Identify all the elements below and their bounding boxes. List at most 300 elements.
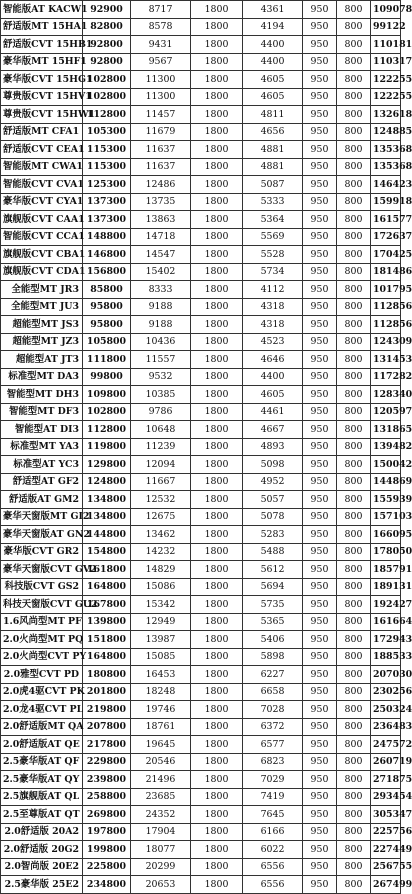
total-cell: 155939 bbox=[371, 491, 401, 509]
tax-cell: 11239 bbox=[131, 438, 191, 456]
total-cell: 271875 bbox=[371, 771, 401, 789]
fee2-cell: 950 bbox=[303, 613, 337, 631]
tax-cell: 8333 bbox=[131, 281, 191, 299]
insurance-cell: 7029 bbox=[243, 771, 303, 789]
total-cell: 189131 bbox=[371, 578, 401, 596]
fee3-cell: 800 bbox=[337, 578, 371, 596]
model-cell: 舒适版CVT CEA1 bbox=[1, 141, 83, 159]
tax-cell: 11557 bbox=[131, 351, 191, 369]
table-row bbox=[1, 788, 401, 806]
fee3-cell: 800 bbox=[337, 298, 371, 316]
tax-cell: 9188 bbox=[131, 298, 191, 316]
model-cell: 舒适版CVT 15HB1 bbox=[1, 36, 83, 54]
total-cell: 112856 bbox=[371, 316, 401, 334]
tax-cell: 20299 bbox=[131, 858, 191, 876]
price-cell: 258800 bbox=[83, 788, 131, 806]
price-cell: 112800 bbox=[83, 421, 131, 439]
table-row bbox=[1, 123, 401, 141]
total-cell: 110181 bbox=[371, 36, 401, 54]
fee-cell: 1800 bbox=[191, 263, 243, 281]
insurance-cell: 7028 bbox=[243, 701, 303, 719]
table-row bbox=[1, 701, 401, 719]
fee-cell: 1800 bbox=[191, 631, 243, 649]
model-cell: 旗舰版CVT CDA1 bbox=[1, 263, 83, 281]
insurance-cell: 7645 bbox=[243, 806, 303, 824]
table-row bbox=[1, 771, 401, 789]
fee-cell: 1800 bbox=[191, 508, 243, 526]
fee2-cell: 950 bbox=[303, 701, 337, 719]
fee3-cell: 800 bbox=[337, 631, 371, 649]
fee3-cell: 800 bbox=[337, 368, 371, 386]
fee-cell: 1800 bbox=[191, 666, 243, 684]
table-row bbox=[1, 858, 401, 876]
total-cell: 166095 bbox=[371, 526, 401, 544]
tax-cell: 9532 bbox=[131, 368, 191, 386]
tax-cell: 11679 bbox=[131, 123, 191, 141]
total-cell: 225756 bbox=[371, 823, 401, 841]
insurance-cell: 4893 bbox=[243, 438, 303, 456]
fee-cell: 1800 bbox=[191, 613, 243, 631]
tax-cell: 12486 bbox=[131, 176, 191, 194]
insurance-cell: 6556 bbox=[243, 858, 303, 876]
fee3-cell: 800 bbox=[337, 18, 371, 36]
fee-cell: 1800 bbox=[191, 718, 243, 736]
tax-cell: 15402 bbox=[131, 263, 191, 281]
fee-cell: 1800 bbox=[191, 806, 243, 824]
tax-cell: 18077 bbox=[131, 841, 191, 859]
insurance-cell: 4605 bbox=[243, 71, 303, 89]
total-cell: 305347 bbox=[371, 806, 401, 824]
price-cell: 234800 bbox=[83, 876, 131, 894]
fee-cell: 1800 bbox=[191, 543, 243, 561]
fee3-cell: 800 bbox=[337, 141, 371, 159]
insurance-cell: 5283 bbox=[243, 526, 303, 544]
fee-cell: 1800 bbox=[191, 368, 243, 386]
fee2-cell: 950 bbox=[303, 333, 337, 351]
fee2-cell: 950 bbox=[303, 106, 337, 124]
table-row bbox=[1, 438, 401, 456]
fee3-cell: 800 bbox=[337, 88, 371, 106]
fee2-cell: 950 bbox=[303, 176, 337, 194]
table-row bbox=[1, 491, 401, 509]
table-row bbox=[1, 823, 401, 841]
tax-cell: 14547 bbox=[131, 246, 191, 264]
fee2-cell: 950 bbox=[303, 666, 337, 684]
insurance-cell: 5694 bbox=[243, 578, 303, 596]
model-cell: 旗舰版CVT CAA1 bbox=[1, 211, 83, 229]
price-cell: 95800 bbox=[83, 316, 131, 334]
tax-cell: 11300 bbox=[131, 71, 191, 89]
model-cell: 舒适版MT CFA1 bbox=[1, 123, 83, 141]
table-row bbox=[1, 263, 401, 281]
price-cell: 219800 bbox=[83, 701, 131, 719]
fee2-cell: 950 bbox=[303, 211, 337, 229]
fee2-cell: 950 bbox=[303, 806, 337, 824]
fee3-cell: 800 bbox=[337, 71, 371, 89]
fee-cell: 1800 bbox=[191, 771, 243, 789]
fee3-cell: 800 bbox=[337, 351, 371, 369]
table-row bbox=[1, 631, 401, 649]
model-cell: 2.0龙4驱CVT PL bbox=[1, 701, 83, 719]
table-row bbox=[1, 368, 401, 386]
model-cell: 2.5旗舰版AT QL bbox=[1, 788, 83, 806]
price-cell: 151800 bbox=[83, 631, 131, 649]
insurance-cell: 4811 bbox=[243, 106, 303, 124]
fee-cell: 1800 bbox=[191, 351, 243, 369]
table-row bbox=[1, 876, 401, 894]
fee-cell: 1800 bbox=[191, 53, 243, 71]
model-cell: 2.0火尚型CVT PY bbox=[1, 648, 83, 666]
total-cell: 172943 bbox=[371, 631, 401, 649]
total-cell: 146423 bbox=[371, 176, 401, 194]
fee2-cell: 950 bbox=[303, 228, 337, 246]
fee3-cell: 800 bbox=[337, 876, 371, 894]
fee-cell: 1800 bbox=[191, 403, 243, 421]
insurance-cell: 4605 bbox=[243, 88, 303, 106]
model-cell: 智能型AT DI3 bbox=[1, 421, 83, 439]
price-cell: 137300 bbox=[83, 193, 131, 211]
fee-cell: 1800 bbox=[191, 788, 243, 806]
price-cell: 129800 bbox=[83, 456, 131, 474]
fee-cell: 1800 bbox=[191, 841, 243, 859]
total-cell: 124885 bbox=[371, 123, 401, 141]
fee-cell: 1800 bbox=[191, 736, 243, 754]
model-cell: 2.0火尚型MT PQ bbox=[1, 631, 83, 649]
fee2-cell: 950 bbox=[303, 456, 337, 474]
price-cell: 144800 bbox=[83, 526, 131, 544]
price-cell: 125300 bbox=[83, 176, 131, 194]
fee-cell: 1800 bbox=[191, 683, 243, 701]
fee2-cell: 950 bbox=[303, 718, 337, 736]
price-cell: 137300 bbox=[83, 211, 131, 229]
price-cell: 156800 bbox=[83, 263, 131, 281]
price-cell: 164800 bbox=[83, 578, 131, 596]
fee2-cell: 950 bbox=[303, 18, 337, 36]
fee3-cell: 800 bbox=[337, 683, 371, 701]
total-cell: 128340 bbox=[371, 386, 401, 404]
total-cell: 101795 bbox=[371, 281, 401, 299]
model-cell: 豪华天窗版AT GN2 bbox=[1, 526, 83, 544]
fee2-cell: 950 bbox=[303, 141, 337, 159]
model-cell: 舒适版MT 15HA1 bbox=[1, 18, 83, 36]
fee3-cell: 800 bbox=[337, 771, 371, 789]
fee-cell: 1800 bbox=[191, 123, 243, 141]
table-row bbox=[1, 526, 401, 544]
model-cell: 超能型AT JT3 bbox=[1, 351, 83, 369]
price-cell: 109800 bbox=[83, 386, 131, 404]
insurance-cell: 7419 bbox=[243, 788, 303, 806]
model-cell: 豪华版CVT 15HG1 bbox=[1, 71, 83, 89]
fee2-cell: 950 bbox=[303, 823, 337, 841]
price-cell: 201800 bbox=[83, 683, 131, 701]
fee-cell: 1800 bbox=[191, 88, 243, 106]
fee3-cell: 800 bbox=[337, 596, 371, 614]
insurance-cell: 5078 bbox=[243, 508, 303, 526]
table-row bbox=[1, 36, 401, 54]
fee-cell: 1800 bbox=[191, 193, 243, 211]
price-cell: 92900 bbox=[83, 1, 131, 19]
model-cell: 豪华版CVT GR2 bbox=[1, 543, 83, 561]
fee2-cell: 950 bbox=[303, 473, 337, 491]
fee2-cell: 950 bbox=[303, 876, 337, 894]
model-cell: 科技版CVT GS2 bbox=[1, 578, 83, 596]
model-cell: 2.5豪华版AT QY bbox=[1, 771, 83, 789]
fee3-cell: 800 bbox=[337, 176, 371, 194]
price-cell: 99800 bbox=[83, 368, 131, 386]
insurance-cell: 4461 bbox=[243, 403, 303, 421]
insurance-cell: 4361 bbox=[243, 1, 303, 19]
insurance-cell: 6577 bbox=[243, 736, 303, 754]
fee2-cell: 950 bbox=[303, 631, 337, 649]
table-row bbox=[1, 193, 401, 211]
tax-cell: 12675 bbox=[131, 508, 191, 526]
fee3-cell: 800 bbox=[337, 666, 371, 684]
price-cell: 115300 bbox=[83, 158, 131, 176]
table-row bbox=[1, 683, 401, 701]
table-row bbox=[1, 806, 401, 824]
table-row bbox=[1, 316, 401, 334]
price-cell: 225800 bbox=[83, 858, 131, 876]
fee3-cell: 800 bbox=[337, 386, 371, 404]
insurance-cell: 5734 bbox=[243, 263, 303, 281]
fee2-cell: 950 bbox=[303, 193, 337, 211]
fee2-cell: 950 bbox=[303, 526, 337, 544]
model-cell: 2.5豪华版AT QF bbox=[1, 753, 83, 771]
fee-cell: 1800 bbox=[191, 823, 243, 841]
tax-cell: 9786 bbox=[131, 403, 191, 421]
table-row bbox=[1, 473, 401, 491]
fee-cell: 1800 bbox=[191, 106, 243, 124]
tax-cell: 18761 bbox=[131, 718, 191, 736]
table-row bbox=[1, 71, 401, 89]
model-cell: 2.0舒适版AT QE bbox=[1, 736, 83, 754]
fee3-cell: 800 bbox=[337, 508, 371, 526]
tax-cell: 11300 bbox=[131, 88, 191, 106]
insurance-cell: 4667 bbox=[243, 421, 303, 439]
table-row bbox=[1, 613, 401, 631]
fee-cell: 1800 bbox=[191, 876, 243, 894]
insurance-cell: 5057 bbox=[243, 491, 303, 509]
table-row bbox=[1, 18, 401, 36]
fee3-cell: 800 bbox=[337, 36, 371, 54]
fee3-cell: 800 bbox=[337, 263, 371, 281]
insurance-cell: 5612 bbox=[243, 561, 303, 579]
price-cell: 115300 bbox=[83, 141, 131, 159]
fee2-cell: 950 bbox=[303, 683, 337, 701]
fee-cell: 1800 bbox=[191, 228, 243, 246]
model-cell: 尊贵版CVT 15HW1 bbox=[1, 106, 83, 124]
tax-cell: 15342 bbox=[131, 596, 191, 614]
total-cell: 230256 bbox=[371, 683, 401, 701]
tax-cell: 21496 bbox=[131, 771, 191, 789]
total-cell: 131453 bbox=[371, 351, 401, 369]
fee-cell: 1800 bbox=[191, 753, 243, 771]
fee3-cell: 800 bbox=[337, 123, 371, 141]
total-cell: 109078 bbox=[371, 1, 401, 19]
insurance-cell: 5569 bbox=[243, 228, 303, 246]
fee-cell: 1800 bbox=[191, 456, 243, 474]
table-row bbox=[1, 1, 401, 19]
total-cell: 188533 bbox=[371, 648, 401, 666]
fee-cell: 1800 bbox=[191, 596, 243, 614]
insurance-cell: 5098 bbox=[243, 456, 303, 474]
fee2-cell: 950 bbox=[303, 421, 337, 439]
model-cell: 尊贵版CVT 15HV1 bbox=[1, 88, 83, 106]
fee3-cell: 800 bbox=[337, 316, 371, 334]
table-row bbox=[1, 53, 401, 71]
fee-cell: 1800 bbox=[191, 316, 243, 334]
tax-cell: 11637 bbox=[131, 158, 191, 176]
total-cell: 150042 bbox=[371, 456, 401, 474]
tax-cell: 13987 bbox=[131, 631, 191, 649]
model-cell: 超能型MT JZ3 bbox=[1, 333, 83, 351]
fee3-cell: 800 bbox=[337, 613, 371, 631]
model-cell: 豪华版CVT CYA1 bbox=[1, 193, 83, 211]
price-cell: 134800 bbox=[83, 508, 131, 526]
tax-cell: 9567 bbox=[131, 53, 191, 71]
table-row bbox=[1, 158, 401, 176]
insurance-cell: 4400 bbox=[243, 53, 303, 71]
tax-cell: 15086 bbox=[131, 578, 191, 596]
insurance-cell: 4318 bbox=[243, 316, 303, 334]
table-row bbox=[1, 228, 401, 246]
total-cell: 139482 bbox=[371, 438, 401, 456]
fee3-cell: 800 bbox=[337, 193, 371, 211]
total-cell: 185791 bbox=[371, 561, 401, 579]
model-cell: 2.0舒适版 20A2 bbox=[1, 823, 83, 841]
total-cell: 132618 bbox=[371, 106, 401, 124]
table-row bbox=[1, 403, 401, 421]
fee-cell: 1800 bbox=[191, 473, 243, 491]
price-cell: 134800 bbox=[83, 491, 131, 509]
table-row bbox=[1, 246, 401, 264]
fee2-cell: 950 bbox=[303, 578, 337, 596]
model-cell: 智能版CVT CVA1 bbox=[1, 176, 83, 194]
insurance-cell: 4605 bbox=[243, 386, 303, 404]
fee2-cell: 950 bbox=[303, 788, 337, 806]
fee-cell: 1800 bbox=[191, 858, 243, 876]
price-cell: 119800 bbox=[83, 438, 131, 456]
price-cell: 112800 bbox=[83, 106, 131, 124]
table-row bbox=[1, 718, 401, 736]
total-cell: 181486 bbox=[371, 263, 401, 281]
insurance-cell: 4646 bbox=[243, 351, 303, 369]
total-cell: 159918 bbox=[371, 193, 401, 211]
tax-cell: 24352 bbox=[131, 806, 191, 824]
total-cell: 135368 bbox=[371, 158, 401, 176]
table-row bbox=[1, 736, 401, 754]
tax-cell: 12532 bbox=[131, 491, 191, 509]
model-cell: 旗舰版CVT CBA1 bbox=[1, 246, 83, 264]
model-cell: 2.0舒适版MT QA bbox=[1, 718, 83, 736]
tax-cell: 14232 bbox=[131, 543, 191, 561]
fee3-cell: 800 bbox=[337, 53, 371, 71]
tax-cell: 12949 bbox=[131, 613, 191, 631]
fee2-cell: 950 bbox=[303, 543, 337, 561]
total-cell: 178050 bbox=[371, 543, 401, 561]
table-body bbox=[1, 1, 412, 894]
total-cell: 144869 bbox=[371, 473, 401, 491]
total-cell: 192427 bbox=[371, 596, 401, 614]
total-cell: 99122 bbox=[371, 18, 401, 36]
table-row bbox=[1, 648, 401, 666]
total-cell: 122255 bbox=[371, 88, 401, 106]
fee3-cell: 800 bbox=[337, 841, 371, 859]
fee3-cell: 800 bbox=[337, 106, 371, 124]
fee3-cell: 800 bbox=[337, 561, 371, 579]
fee2-cell: 950 bbox=[303, 841, 337, 859]
fee3-cell: 800 bbox=[337, 473, 371, 491]
fee3-cell: 800 bbox=[337, 806, 371, 824]
price-cell: 197800 bbox=[83, 823, 131, 841]
total-cell: 260719 bbox=[371, 753, 401, 771]
insurance-cell: 5365 bbox=[243, 613, 303, 631]
table-row bbox=[1, 386, 401, 404]
price-cell: 111800 bbox=[83, 351, 131, 369]
price-cell: 164800 bbox=[83, 648, 131, 666]
fee3-cell: 800 bbox=[337, 333, 371, 351]
fee2-cell: 950 bbox=[303, 753, 337, 771]
price-cell: 102800 bbox=[83, 71, 131, 89]
price-cell: 95800 bbox=[83, 298, 131, 316]
fee-cell: 1800 bbox=[191, 246, 243, 264]
insurance-cell: 4881 bbox=[243, 141, 303, 159]
fee-cell: 1800 bbox=[191, 438, 243, 456]
tax-cell: 11667 bbox=[131, 473, 191, 491]
table-row bbox=[1, 333, 401, 351]
fee3-cell: 800 bbox=[337, 158, 371, 176]
fee-cell: 1800 bbox=[191, 386, 243, 404]
table-row bbox=[1, 561, 401, 579]
fee3-cell: 800 bbox=[337, 718, 371, 736]
table-row bbox=[1, 508, 401, 526]
fee2-cell: 950 bbox=[303, 88, 337, 106]
price-cell: 139800 bbox=[83, 613, 131, 631]
fee-cell: 1800 bbox=[191, 648, 243, 666]
table-row bbox=[1, 543, 401, 561]
fee3-cell: 800 bbox=[337, 1, 371, 19]
fee3-cell: 800 bbox=[337, 421, 371, 439]
insurance-cell: 4194 bbox=[243, 18, 303, 36]
model-cell: 智能版AT KACW1 bbox=[1, 1, 83, 19]
tax-cell: 15085 bbox=[131, 648, 191, 666]
price-cell: 85800 bbox=[83, 281, 131, 299]
tax-cell: 18248 bbox=[131, 683, 191, 701]
price-cell: 148800 bbox=[83, 228, 131, 246]
price-cell: 207800 bbox=[83, 718, 131, 736]
price-cell: 102800 bbox=[83, 403, 131, 421]
fee2-cell: 950 bbox=[303, 53, 337, 71]
price-cell: 105300 bbox=[83, 123, 131, 141]
total-cell: 135368 bbox=[371, 141, 401, 159]
fee-cell: 1800 bbox=[191, 491, 243, 509]
fee3-cell: 800 bbox=[337, 543, 371, 561]
fee2-cell: 950 bbox=[303, 858, 337, 876]
fee2-cell: 950 bbox=[303, 1, 337, 19]
tax-cell: 19746 bbox=[131, 701, 191, 719]
price-cell: 180800 bbox=[83, 666, 131, 684]
table-row bbox=[1, 666, 401, 684]
insurance-cell: 5087 bbox=[243, 176, 303, 194]
total-cell: 120597 bbox=[371, 403, 401, 421]
fee-cell: 1800 bbox=[191, 158, 243, 176]
model-cell: 超能型MT JS3 bbox=[1, 316, 83, 334]
fee3-cell: 800 bbox=[337, 211, 371, 229]
fee2-cell: 950 bbox=[303, 648, 337, 666]
total-cell: 110317 bbox=[371, 53, 401, 71]
insurance-cell: 4318 bbox=[243, 298, 303, 316]
fee3-cell: 800 bbox=[337, 403, 371, 421]
